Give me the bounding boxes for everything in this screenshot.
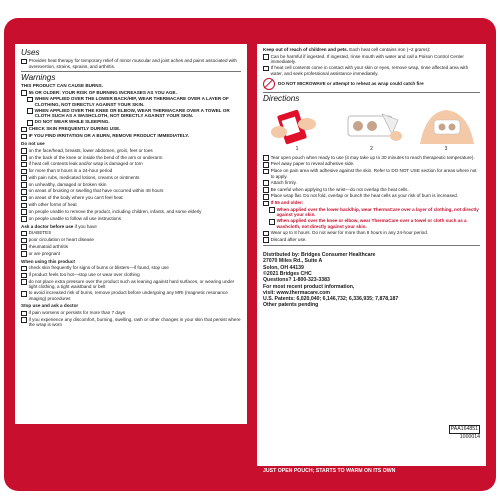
list-item: for more than 8 hours in a 24-hour period	[28, 168, 113, 174]
list-item: DIABETES	[28, 230, 52, 236]
checkbox-icon	[263, 201, 269, 207]
checkbox-icon	[21, 175, 27, 181]
checkbox-icon	[21, 90, 27, 96]
list-item: rheumatoid arthritis	[28, 243, 68, 249]
divider	[263, 245, 480, 246]
do-not-use-title: Do not use	[21, 141, 45, 147]
checkbox-icon	[21, 134, 27, 140]
ask-doctor-heading	[21, 224, 241, 230]
checkbox-icon	[21, 244, 27, 250]
checkbox-icon	[21, 273, 27, 279]
instruction-strip: JUST OPEN POUCH; STARTS TO WARM ON ITS OWN	[257, 466, 486, 476]
warn-check: CHECK SKIN FREQUENTLY DURING USE.	[28, 126, 121, 132]
uses-title: Uses	[21, 48, 40, 57]
apply-wrap-illustration	[416, 106, 476, 146]
checkbox-icon	[27, 120, 33, 126]
warn-sleep: DO NOT WEAR WHILE SLEEPING.	[34, 119, 110, 125]
divider	[263, 92, 480, 93]
list-item: Tear open pouch when ready to use (it may take up to 30 minutes to reach therapeutic temperature).	[270, 154, 475, 160]
list-item: on the back of the knee or inside the bend of the arm or underarm	[28, 154, 163, 160]
checkbox-icon	[263, 155, 269, 161]
keep-out-tail: Each heat cell contains iron (~2 grams):	[349, 47, 431, 52]
visit-line: visit: www.thermacare.com	[263, 289, 330, 296]
divider	[21, 71, 241, 72]
lot-code: 1000014	[459, 433, 480, 440]
list-item: on unhealthy, damaged or broken skin	[28, 181, 107, 187]
checkbox-icon	[263, 180, 269, 186]
checkbox-icon	[263, 187, 269, 193]
info-line: For most recent product information,	[263, 283, 355, 290]
no-microwave-warning	[263, 78, 480, 90]
checkbox-icon	[21, 59, 27, 65]
list-item: If heat cell contents come in contact with your skin or eyes, remove wrap, rinse affected area with water, and seek professional assistance immediately.	[270, 65, 469, 76]
checkbox-icon	[21, 203, 27, 209]
label-background	[4, 18, 496, 491]
list-item: if heat cell contents leak and/or wrap is damaged or torn	[28, 161, 143, 167]
list-item: check skin frequently for signs of burns or blisters—if found, stop use	[28, 265, 169, 271]
checkbox-icon	[21, 291, 27, 297]
checkbox-icon	[21, 148, 27, 154]
product-codes	[449, 425, 480, 440]
directions-title: Directions	[263, 94, 300, 104]
list-item: on areas of the body where you can't feel heat	[28, 195, 123, 201]
checkbox-icon	[21, 216, 27, 222]
checkbox-icon	[27, 108, 33, 114]
checkbox-icon	[21, 127, 27, 133]
list-item: Be careful when applying to the wrist—do not overlap the heat cells.	[270, 186, 409, 192]
step-illustration	[265, 106, 329, 153]
right-panel	[257, 44, 486, 476]
warn-intro: THIS PRODUCT CAN CAUSE BURNS.	[21, 83, 103, 88]
checkbox-icon	[21, 169, 27, 175]
list-item: Discard after use.	[270, 236, 307, 242]
if-55-heading: If 55 and older:	[270, 200, 304, 206]
distributor-block	[263, 252, 480, 309]
list-item: poor circulation or heart disease	[28, 237, 94, 242]
step-illustration	[414, 106, 478, 153]
list-item: if product feels too hot—stop use or wear over clothing	[28, 272, 140, 278]
checkbox-icon	[21, 251, 27, 257]
checkbox-icon	[21, 182, 27, 188]
checkbox-icon	[21, 279, 27, 285]
list-item: Can be harmful if ingested. If ingested, rinse mouth with water and call a Poison Control Center immediately.	[270, 53, 464, 64]
checkbox-icon	[263, 231, 269, 237]
checkbox-icon	[27, 97, 33, 103]
list-item: do not place extra pressure over the product such as leaning against hard surfaces, or wearing under tight clothing, a tight waistband or belt	[28, 278, 235, 290]
list-item: on areas of bruising or swelling that have occurred within 48 hours	[28, 188, 164, 194]
step-number: 2	[370, 146, 373, 153]
list-item: When applied over the knee or elbow, wear ThermaCare over a towel or cloth such as a washcloth, not directly against your skin.	[276, 218, 467, 229]
checkbox-icon	[21, 189, 27, 195]
warnings-title: Warnings	[21, 73, 56, 82]
list-item: Wear up to 8 hours. Do not wear for more than 8 hours in any 24-hour period.	[270, 230, 429, 236]
do-not-use-list	[21, 148, 241, 222]
peel-paper-illustration	[342, 106, 402, 146]
checkbox-icon	[21, 196, 27, 202]
when-using-title: When using this product	[21, 258, 75, 264]
uses-text: Provides heat therapy for temporary relief of minor muscular and joint aches and pains associated with overexertion, strains, sprains, and arthritis.	[28, 58, 237, 69]
list-item: Place wrap flat. Do not fold, overlap or bunch the heat cells as your risk of burn is increased.	[270, 193, 459, 199]
list-item: to avoid increased risk of burns, remove product before undergoing any MRI (magnetic resonance imaging) procedures	[28, 290, 228, 301]
copyright: ©2021 Bridges CHC	[263, 270, 312, 277]
warn-pain: IF YOU FIND IRRITATION OR A BURN, REMOVE PRODUCT IMMEDIATELY.	[28, 133, 190, 139]
ask-doctor-tail: if you have	[74, 223, 97, 229]
address-line-1: 27070 Miles Rd., Suite A	[263, 258, 323, 265]
step-number: 1	[295, 146, 299, 153]
warn-back: WHEN APPLIED OVER THE LOWER BACK/HIP, WEAR THERMACARE OVER A LAYER OF CLOTHING, NOT DIRECTLY AGAINST YOUR SKIN.	[34, 96, 229, 107]
ask-doctor-title: Ask a doctor before use	[21, 223, 74, 229]
checkbox-icon	[21, 311, 27, 317]
patents: U.S. Patents: 6,020,040; 6,146,732; 6,336,935; 7,878,187	[263, 296, 399, 303]
checkbox-icon	[263, 194, 269, 200]
list-item: Place on pain area with adhesive against the skin. Refer to DO NOT USE section for areas where not to apply.	[270, 168, 477, 179]
checkbox-icon	[21, 317, 27, 323]
checkbox-icon	[263, 54, 269, 60]
checkbox-icon	[21, 155, 27, 161]
directions-illustrations	[263, 106, 480, 153]
checkbox-icon	[21, 162, 27, 168]
product-code: PAA164851	[450, 426, 478, 433]
keep-out-line	[263, 47, 480, 53]
list-item: Attach firmly.	[270, 179, 297, 185]
list-item: if you experience any discomfort, burning, swelling, rash or other changes in your skin that persist where the wrap is worn	[28, 316, 241, 328]
address-line-2: Solon, OH 44139	[263, 264, 304, 271]
warn-knee: WHEN APPLIED OVER THE KNEE OR ELBOW, WEAR THERMACARE OVER A TOWEL OR CLOTH SUCH AS A WASHCLOTH, NOT DIRECTLY AGAINST YOUR SKIN.	[34, 107, 230, 119]
checkbox-icon	[21, 231, 27, 237]
list-item: Peel away paper to reveal adhesive side.	[270, 161, 355, 167]
no-microwave-text: DO NOT MICROWAVE or attempt to reheat as wrap could catch fire	[278, 81, 424, 87]
stop-use-title: Stop use and ask a doctor	[21, 303, 79, 309]
checkbox-icon	[263, 162, 269, 168]
list-item: if pain worsens or persists for more than 7 days	[28, 309, 126, 315]
checkbox-icon	[263, 237, 269, 243]
left-panel	[15, 44, 247, 424]
warn-55: 55 OR OLDER: YOUR RISK OF BURNING INCREASES AS YOU AGE.	[28, 89, 177, 95]
checkbox-icon	[269, 207, 275, 213]
checkbox-icon	[263, 169, 269, 175]
tear-pouch-illustration	[267, 106, 327, 146]
list-item: with pain rubs, medicated lotions, creams or ointments	[28, 174, 140, 180]
no-microwave-icon	[263, 78, 275, 90]
step-number: 3	[444, 146, 448, 153]
checkbox-icon	[263, 66, 269, 72]
checkbox-icon	[21, 238, 27, 244]
step-illustration	[340, 106, 404, 153]
checkbox-icon	[269, 219, 275, 225]
list-item: on people unable to follow all use instructions	[28, 215, 122, 221]
list-item: When applied over the lower back/hip, wear ThermaCare over a layer of clothing, not directly against your skin.	[276, 206, 479, 218]
list-item: with other forms of heat	[28, 201, 77, 207]
list-item: on the face/head, breasts, lower abdomen, groin, feet or toes	[28, 147, 153, 153]
distributed-by: Distributed by: Bridges Consumer Healthcare	[263, 252, 376, 259]
keep-out: Keep out of reach of children and pets.	[263, 47, 348, 52]
other-patents: Other patents pending	[263, 302, 319, 309]
checkbox-icon	[21, 266, 27, 272]
list-item: on people unable to remove the product, including children, infants, and some elderly	[28, 208, 202, 214]
checkbox-icon	[21, 209, 27, 215]
list-item: or are pregnant	[28, 250, 61, 256]
questions: Questions? 1-800-323-3383	[263, 277, 330, 284]
